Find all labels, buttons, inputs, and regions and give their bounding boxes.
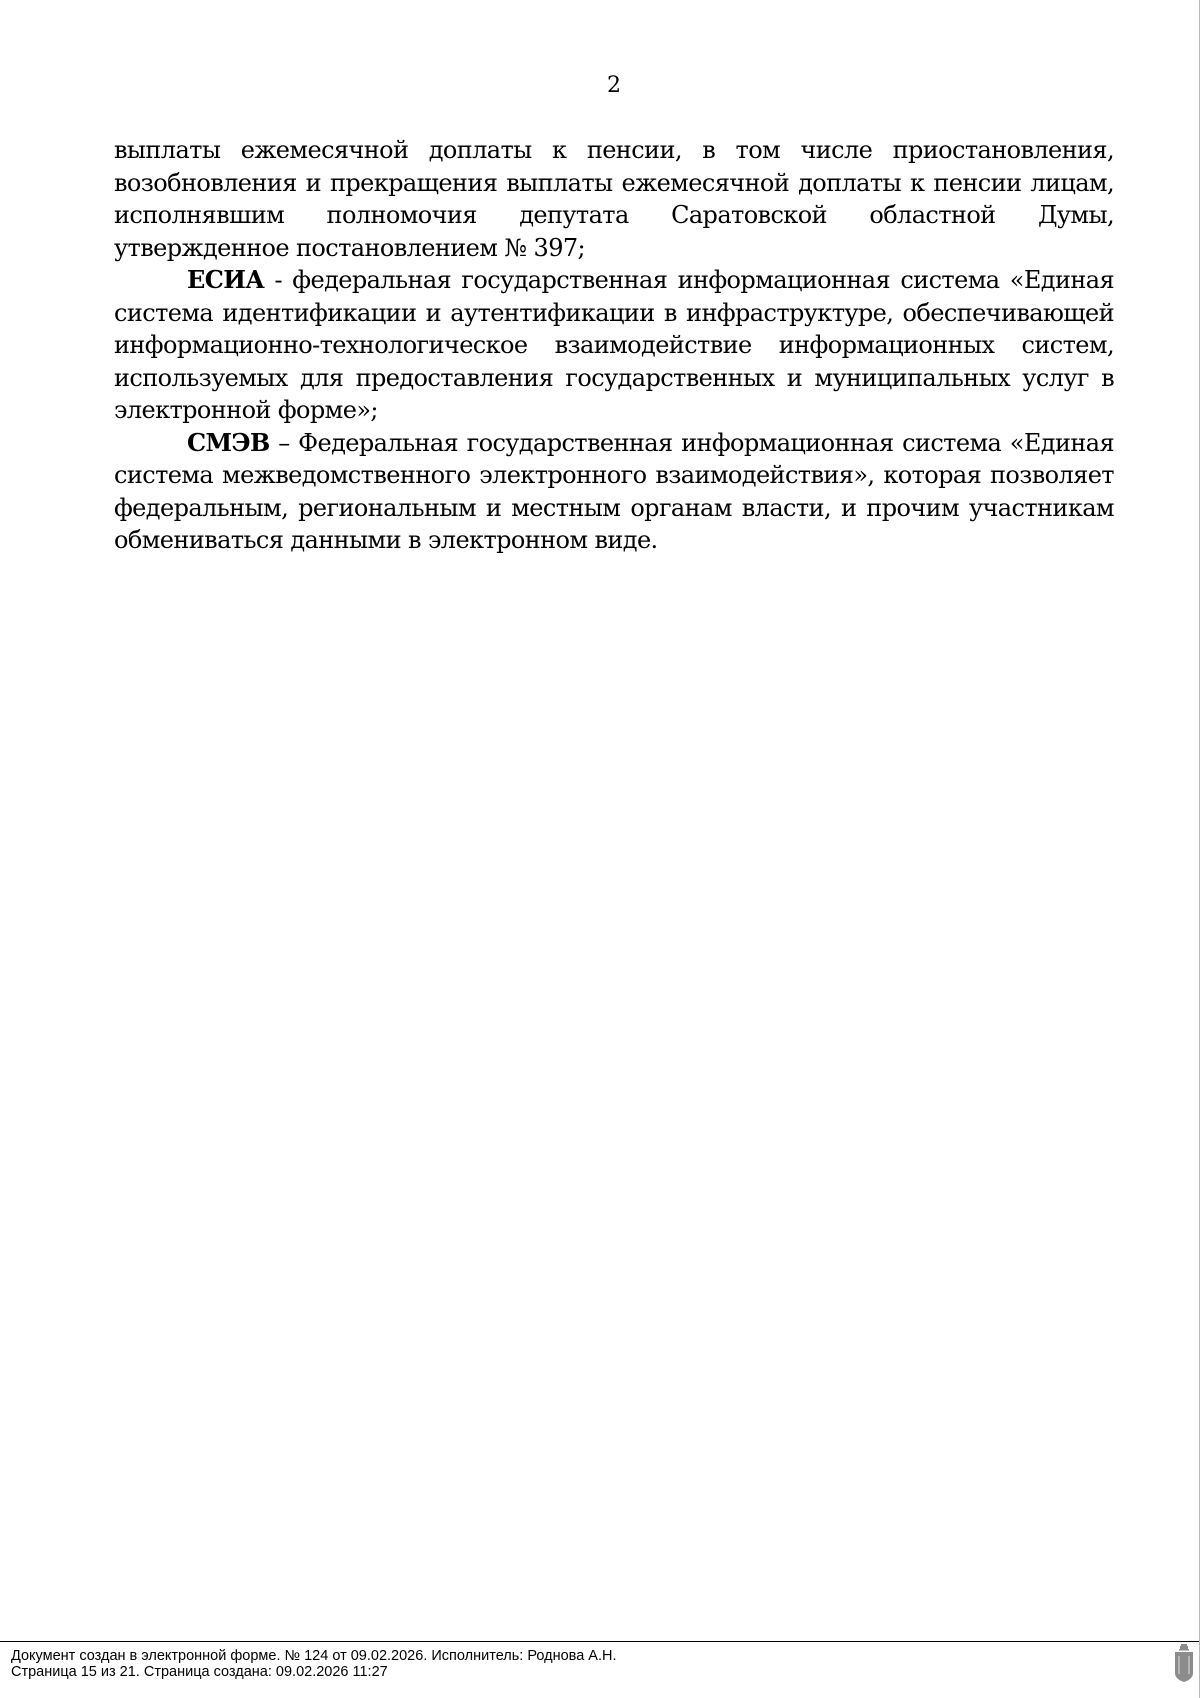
term-smev: СМЭВ xyxy=(187,427,270,457)
definition-smev-text: – Федеральная государственная информационная система «Единая система межведомственного электронного взаимодействия», которая позволяет федеральным, региональным и местным органам власти, и прочим участникам обмениваться данными в электронном виде. xyxy=(114,428,1114,554)
paragraph-continuation: выплаты ежемесячной доплаты к пенсии, в том числе приостановления, возобновления и прекращения выплаты ежемесячной доплаты к пенсии лицам, исполнявшим полномочия депутата Саратовской областной Думы, утвержденное постановлением № 397; xyxy=(114,136,1114,262)
definition-esia xyxy=(114,264,1114,427)
page-number: 2 xyxy=(607,73,621,98)
definition-esia-text: - федеральная государственная информационная система «Единая система идентификации и аутентификации в инфраструктуре, обеспечивающей информационно-технологическое взаимодействие информационных систем, используемых для предоставления государственных и муниципальных услуг в электронной форме»; xyxy=(114,266,1114,424)
footer xyxy=(11,1648,617,1680)
footer-line-page-info: Страница 15 из 21. Страница создана: 09.02.2026 11:27 xyxy=(11,1664,388,1680)
term-esia: ЕСИА xyxy=(187,265,265,294)
footer-line-document-info: Документ создан в электронной форме. № 124 от 09.02.2026. Исполнитель: Роднова А.Н. xyxy=(11,1648,617,1664)
document-body xyxy=(114,134,1114,557)
definition-smev xyxy=(114,427,1114,557)
footer-divider xyxy=(0,1641,1199,1642)
coat-of-arms-icon xyxy=(1172,1643,1196,1683)
